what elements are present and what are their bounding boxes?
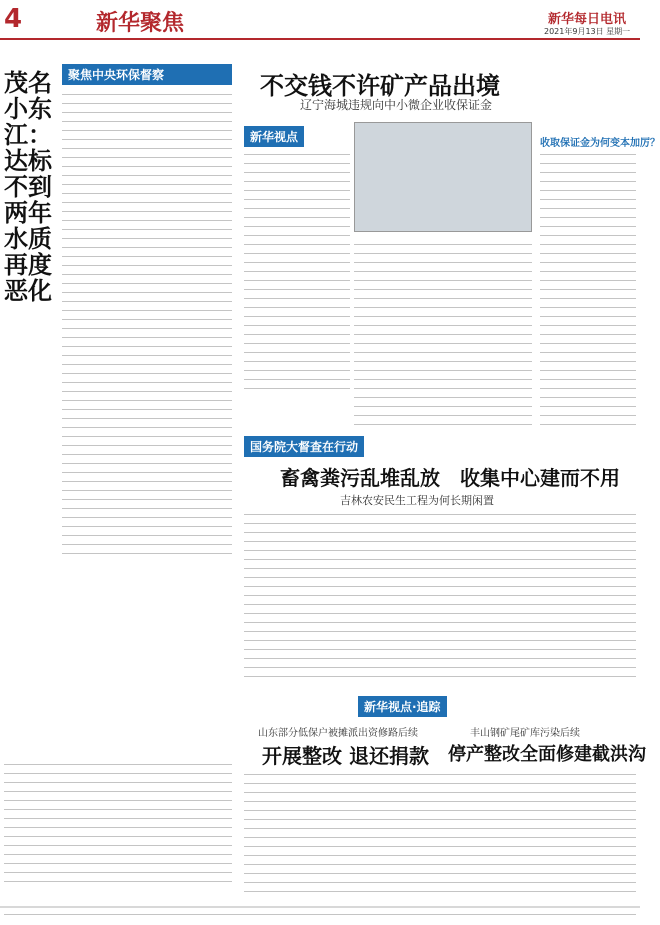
footer-rule: [0, 906, 640, 908]
view-band: 新华视点: [244, 126, 304, 147]
main-subhead: 辽宁海城违规向中小微企业收保证金: [300, 98, 493, 112]
main-body: [354, 240, 532, 430]
main-headline: 不交钱不许矿产品出境: [260, 71, 500, 100]
mid-band: 国务院大督查在行动: [244, 436, 364, 457]
bottom-right-headline: 停产整改全面修建截洪沟: [448, 744, 646, 765]
left-column-headline: 茂名小东江：达标不到两年水质再度恶化: [4, 68, 52, 305]
paper-name: 新华每日电讯: [548, 12, 627, 27]
page-number: 4: [4, 4, 23, 34]
section-title: 新华聚焦: [96, 10, 185, 36]
left-column-band: 聚焦中央环保督察: [62, 64, 232, 85]
bottom-left-headline: 开展整改 退还捐款: [262, 744, 429, 768]
left-column-body: [62, 90, 232, 560]
masthead: [0, 0, 640, 40]
main-left-body: [244, 150, 350, 390]
mid-body: [244, 510, 636, 680]
main-illustration: [354, 122, 532, 232]
mid-subhead: 吉林农安民生工程为何长期闲置: [340, 494, 494, 507]
bottom-left-kicker: 山东部分低保户被摊派出资修路后续: [258, 728, 418, 739]
side-question-title: 收取保证金为何变本加厉？: [540, 138, 660, 149]
bottom-body: [244, 770, 636, 900]
bottom-band: 新华视点·追踪: [358, 696, 447, 717]
left-column-body-lower: [4, 760, 232, 890]
masthead-rule: [0, 38, 640, 40]
date-line: 2021年9月13日 星期一: [544, 27, 631, 36]
bottom-right-kicker: 丰山钢矿尾矿库污染后续: [470, 728, 580, 739]
footer-print-sites: [4, 910, 636, 920]
main-right-body: [540, 150, 636, 430]
mid-headline: 畜禽粪污乱堆乱放 收集中心建而不用: [280, 466, 620, 490]
